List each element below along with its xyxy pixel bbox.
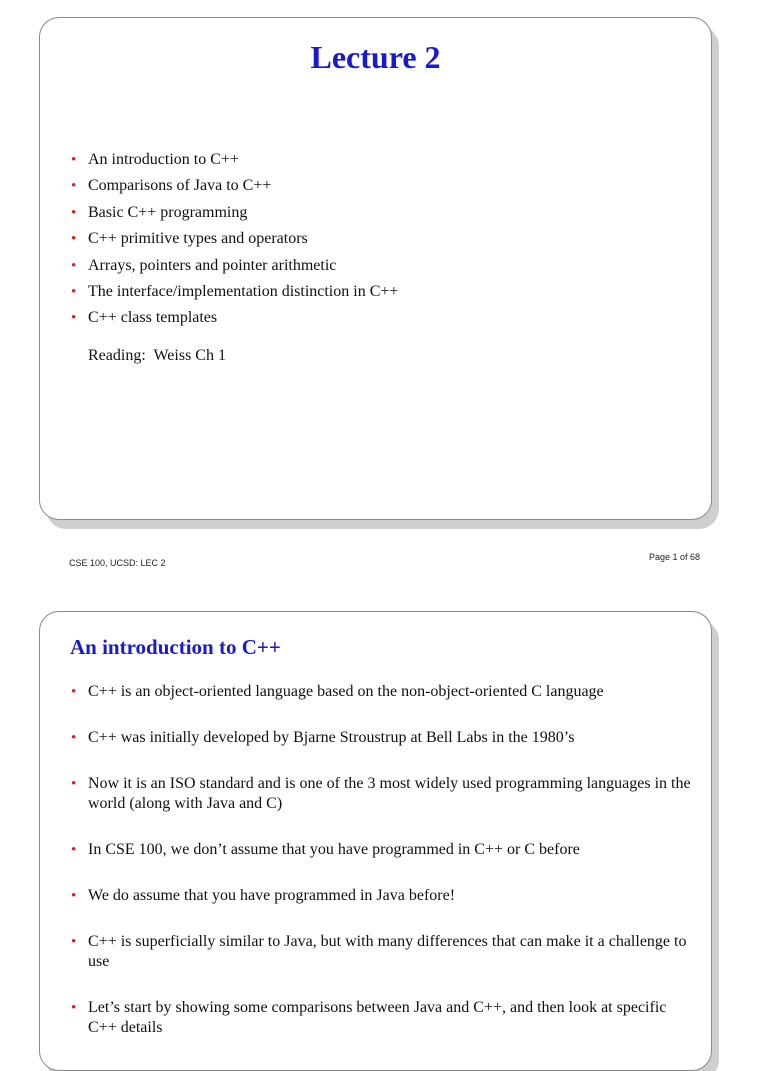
bullet-item <box>70 256 697 276</box>
slide-2 <box>39 611 712 1071</box>
footer-page-number: Page 1 of 68 <box>649 552 701 562</box>
bullet-icon: • <box>71 231 77 248</box>
slide-2-title: An introduction to C++ <box>70 635 281 659</box>
bullet-item <box>70 282 697 302</box>
bullet-text: C++ is an object-oriented language based on the non-object-oriented C language <box>88 683 604 700</box>
bullet-item <box>70 308 697 328</box>
bullet-item <box>70 998 697 1038</box>
bullet-icon: • <box>71 204 77 221</box>
bullet-text: An introduction to C++ <box>88 151 239 168</box>
slide-1-title: Lecture 2 <box>310 39 441 75</box>
bullet-item <box>70 682 697 702</box>
bullet-icon: • <box>71 776 77 792</box>
bullet-item <box>70 728 697 748</box>
bullet-icon: • <box>71 730 77 746</box>
bullet-text: C++ was initially developed by Bjarne Stroustrup at Bell Labs in the 1980’s <box>88 729 575 746</box>
bullet-text: We do assume that you have programmed in Java before! <box>88 887 456 904</box>
reading-note: Reading: Weiss Ch 1 <box>88 347 226 364</box>
bullet-icon: • <box>71 888 77 904</box>
bullet-icon: • <box>71 257 77 274</box>
footer-course-label: CSE 100, UCSD: LEC 2 <box>69 558 166 568</box>
bullet-text: The interface/implementation distinction in C++ <box>88 282 399 300</box>
bullet-icon: • <box>71 283 77 300</box>
slide-2-bullet-list <box>70 682 697 1064</box>
bullet-icon: • <box>71 1000 77 1016</box>
bullet-item <box>70 176 697 196</box>
bullet-text: Arrays, pointers and pointer arithmetic <box>88 256 337 274</box>
bullet-text: In CSE 100, we don’t assume that you have programmed in C++ or C before <box>88 841 580 858</box>
bullet-item <box>70 150 697 170</box>
bullet-icon: • <box>71 934 77 950</box>
bullet-item <box>70 840 697 860</box>
bullet-icon: • <box>71 842 77 858</box>
bullet-text: C++ class templates <box>88 309 218 327</box>
bullet-text: Let’s start by showing some comparisons between Java and C++, and then look at specific C++ details <box>88 999 667 1036</box>
bullet-icon: • <box>71 178 77 195</box>
slide-1-bullet-list <box>70 150 697 335</box>
bullet-item <box>70 774 697 814</box>
bullet-text: Comparisons of Java to C++ <box>88 177 272 195</box>
bullet-text: C++ is superficially similar to Java, but with many differences that can make it a challenge to use <box>88 933 687 970</box>
bullet-item <box>70 203 697 223</box>
bullet-icon: • <box>71 684 77 700</box>
bullet-item <box>70 886 697 906</box>
bullet-text: C++ primitive types and operators <box>88 230 308 248</box>
bullet-text: Now it is an ISO standard and is one of the 3 most widely used programming languages in the world (along with Java and C) <box>88 775 691 812</box>
bullet-item <box>70 229 697 249</box>
bullet-text: Basic C++ programming <box>88 203 248 221</box>
bullet-item <box>70 932 697 972</box>
slide-1 <box>39 17 712 520</box>
bullet-icon: • <box>71 152 77 168</box>
bullet-icon: • <box>71 310 77 327</box>
